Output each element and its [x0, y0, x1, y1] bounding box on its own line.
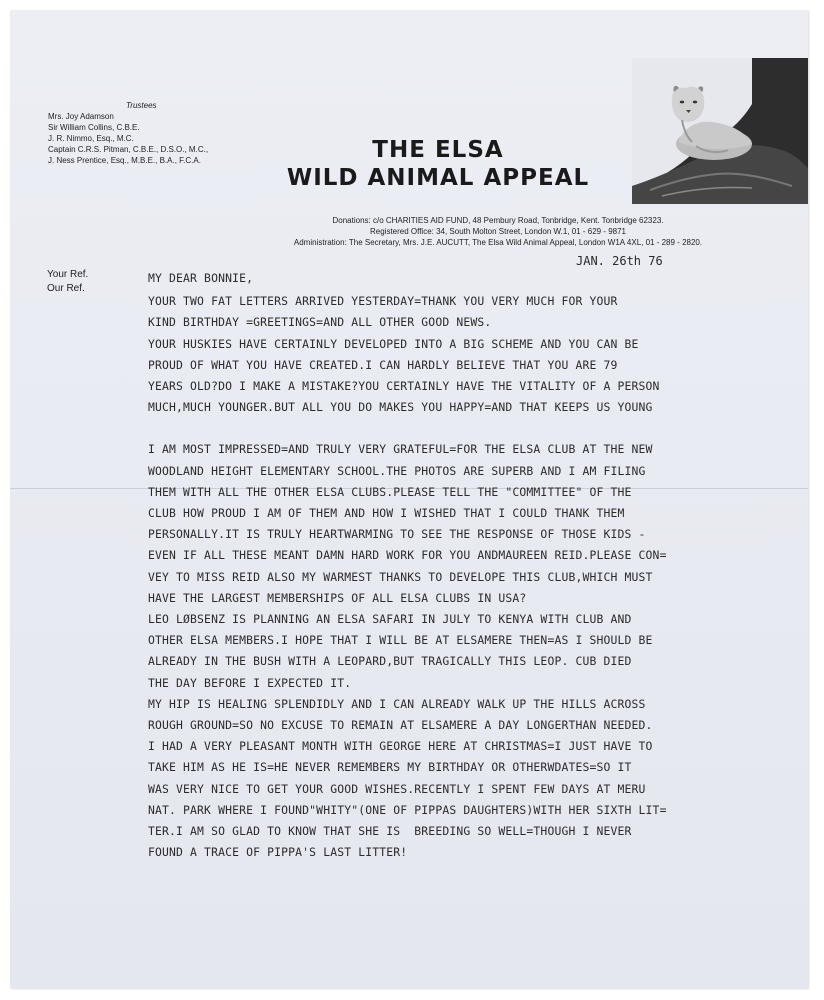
- letter-line: ALREADY IN THE BUSH WITH A LEOPARD,BUT TRAGICALLY THIS LEOP. CUB DIED: [148, 654, 632, 669]
- letter-line: MY DEAR BONNIE,: [148, 271, 254, 285]
- letter-line: ROUGH GROUND=SO NO EXCUSE TO REMAIN AT ELSAMERE A DAY LONGERTHAN NEEDED.: [148, 718, 653, 733]
- letter-line: MY HIP IS HEALING SPLENDIDLY AND I CAN ALREADY WALK UP THE HILLS ACROSS: [148, 696, 646, 711]
- letter-line: LEO LØBSENZ IS PLANNING AN ELSA SAFARI IN JULY TO KENYA WITH CLUB AND: [148, 612, 632, 627]
- letter-line: PERSONALLY.IT IS TRULY HEARTWARMING TO SEE THE RESPONSE OF THOSE KIDS -: [148, 527, 646, 542]
- letter-line: HAVE THE LARGEST MEMBERSHIPS OF ALL ELSA CLUBS IN USA?: [148, 590, 527, 605]
- appeal-addresses: [228, 215, 768, 248]
- letter-line: THEM WITH ALL THE OTHER ELSA CLUBS.PLEASE TELL THE "COMMITTEE" OF THE: [148, 484, 632, 499]
- letter-sheet: [10, 10, 808, 988]
- letter-line: TAKE HIM AS HE IS=HE NEVER REMEMBERS MY BIRTHDAY OR OTHERWDATES=SO IT: [148, 760, 632, 775]
- letter-line: I HAD A VERY PLEASANT MONTH WITH GEORGE HERE AT CHRISTMAS=I JUST HAVE TO: [148, 739, 653, 754]
- letter-line: FOUND A TRACE OF PIPPA'S LAST LITTER!: [148, 845, 408, 860]
- trustee-name: Sir William Collins, C.B.E.: [48, 123, 140, 132]
- donations-address: Donations: c/o CHARITIES AID FUND, 48 Pembury Road, Tonbridge, Kent. Tonbridge 62323.: [332, 216, 664, 225]
- trustees-heading: Trustees: [126, 101, 157, 110]
- letterhead-title: [258, 136, 618, 192]
- letter-date: JAN. 26th 76: [576, 254, 663, 268]
- letter-line: EVEN IF ALL THESE MEANT DAMN HARD WORK FOR YOU ANDMAUREEN REID.PLEASE CON=: [148, 548, 667, 563]
- trustees-block: [48, 100, 208, 166]
- trustee-name: Mrs. Joy Adamson: [48, 112, 114, 121]
- letter-line: PROUD OF WHAT YOU HAVE CREATED.I CAN HARDLY BELIEVE THAT YOU ARE 79: [148, 357, 618, 372]
- letter-line: THE DAY BEFORE I EXPECTED IT.: [148, 675, 352, 690]
- letter-line: CLUB HOW PROUD I AM OF THEM AND HOW I WISHED THAT I COULD THANK THEM: [148, 506, 625, 521]
- title-line-1: THE ELSA: [372, 137, 504, 163]
- letter-line: OTHER ELSA MEMBERS.I HOPE THAT I WILL BE AT ELSAMERE THEN=AS I SHOULD BE: [148, 633, 653, 648]
- paragraph-gap: [148, 418, 808, 439]
- letter-line: I AM MOST IMPRESSED=AND TRULY VERY GRATEFUL=FOR THE ELSA CLUB AT THE NEW: [148, 442, 653, 457]
- letter-line: NAT. PARK WHERE I FOUND"WHITY"(ONE OF PIPPAS DAUGHTERS)WITH HER SIXTH LIT=: [148, 802, 667, 817]
- your-ref-label: Your Ref.: [47, 269, 89, 280]
- administration-address: Administration: The Secretary, Mrs. J.E. AUCUTT, The Elsa Wild Animal Appeal, London W1A 4XL, 01 - 289 - 2820.: [293, 238, 703, 247]
- letter-line: YOUR HUSKIES HAVE CERTAINLY DEVELOPED INTO A BIG SCHEME AND YOU CAN BE: [148, 336, 639, 351]
- letter-body: [148, 268, 808, 863]
- reference-labels: [47, 268, 88, 296]
- registered-office-address: Registered Office: 34, South Molton Street, London W.1, 01 - 629 - 9871: [369, 227, 626, 236]
- letter-line: MUCH,MUCH YOUNGER.BUT ALL YOU DO MAKES YOU HAPPY=AND THAT KEEPS US YOUNG: [148, 400, 653, 415]
- our-ref-label: Our Ref.: [47, 283, 85, 294]
- title-line-2: WILD ANIMAL APPEAL: [286, 165, 590, 191]
- trustee-name: J. Ness Prentice, Esq., M.B.E., B.A., F.C.A.: [48, 156, 201, 165]
- trustee-name: Captain C.R.S. Pitman, C.B.E., D.S.O., M.C.,: [48, 145, 209, 154]
- letter-line: YEARS OLD?DO I MAKE A MISTAKE?YOU CERTAINLY HAVE THE VITALITY OF A PERSON: [148, 379, 660, 394]
- letter-line: VEY TO MISS REID ALSO MY WARMEST THANKS TO DEVELOPE THIS CLUB,WHICH MUST: [148, 569, 653, 584]
- letter-line: KIND BIRTHDAY =GREETINGS=AND ALL OTHER GOOD NEWS.: [148, 315, 492, 330]
- letter-line: YOUR TWO FAT LETTERS ARRIVED YESTERDAY=THANK YOU VERY MUCH FOR YOUR: [148, 294, 618, 309]
- letter-line: WOODLAND HEIGHT ELEMENTARY SCHOOL.THE PHOTOS ARE SUPERB AND I AM FILING: [148, 463, 646, 478]
- letter-line: WAS VERY NICE TO GET YOUR GOOD WISHES.RECENTLY I SPENT FEW DAYS AT MERU: [148, 781, 646, 796]
- trustee-name: J. R. Nimmo, Esq., M.C.: [48, 134, 134, 143]
- letter-line: TER.I AM SO GLAD TO KNOW THAT SHE IS BREEDING SO WELL=THOUGH I NEVER: [148, 824, 632, 839]
- lioness-photo-icon: [632, 58, 808, 204]
